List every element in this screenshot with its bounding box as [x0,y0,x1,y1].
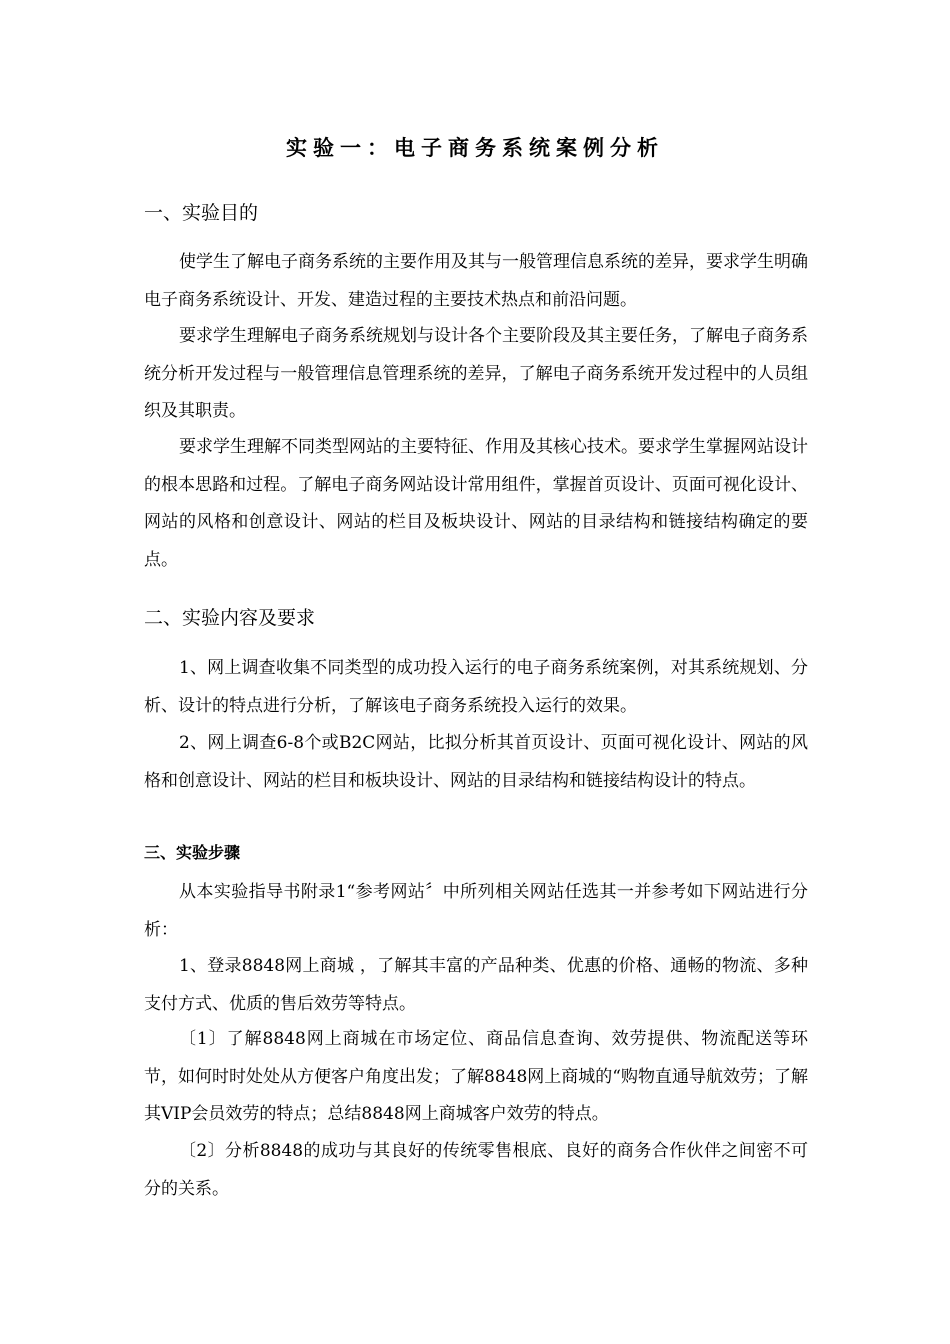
section-heading-content: 二、实验内容及要求 [144,607,316,629]
steps-paragraph-3: 〔1〕了解8848网上商城在市场定位、商品信息查询、效劳提供、物流配送等环节，如何时时处处从方便客户角度出发；了解8848网上商城的“购物直通导航效劳；了解其VIP会员效劳的特点；总结8848网上商城客户效劳的特点。 [144,1029,808,1124]
document-title: 实验一：电子商务系统案例分析 [286,135,664,160]
content-paragraph-1: 1、网上调查收集不同类型的成功投入运行的电子商务系统案例，对其系统规划、分析、设计的特点进行分析，了解该电子商务系统投入运行的效果。 [144,658,808,716]
section-heading-steps: 三、实验步骤 [144,843,241,862]
content-paragraph-2: 2、网上调查6-8个或B2C网站，比拟分析其首页设计、页面可视化设计、网站的风格和创意设计、网站的栏目和板块设计、网站的目录结构和链接结构设计的特点。 [144,733,808,791]
steps-paragraph-2: 1、登录8848网上商城 ，了解其丰富的产品种类、优惠的价格、通畅的物流、多种支付方式、优质的售后效劳等特点。 [144,956,808,1014]
section-heading-purpose: 一、实验目的 [144,202,259,224]
purpose-paragraph-1: 使学生了解电子商务系统的主要作用及其与一般管理信息系统的差异，要求学生明确电子商务系统设计、开发、建造过程的主要技术热点和前沿问题。 [144,252,808,310]
steps-paragraph-4: 〔2〕分析8848的成功与其良好的传统零售根底、良好的商务合作伙伴之间密不可分的关系。 [144,1141,808,1199]
steps-paragraph-1: 从本实验指导书附录1“参考网站〞中所列相关网站任选其一并参考如下网站进行分析： [144,882,808,940]
purpose-paragraph-3: 要求学生理解不同类型网站的主要特征、作用及其核心技术。要求学生掌握网站设计的根本思路和过程。了解电子商务网站设计常用组件，掌握首页设计、页面可视化设计、网站的风格和创意设计、网站的栏目及板块设计、网站的目录结构和链接结构确定的要点。 [144,437,808,570]
purpose-paragraph-2: 要求学生理解电子商务系统规划与设计各个主要阶段及其主要任务，了解电子商务系统分析开发过程与一般管理信息管理系统的差异，了解电子商务系统开发过程中的人员组织及其职责。 [144,326,808,421]
